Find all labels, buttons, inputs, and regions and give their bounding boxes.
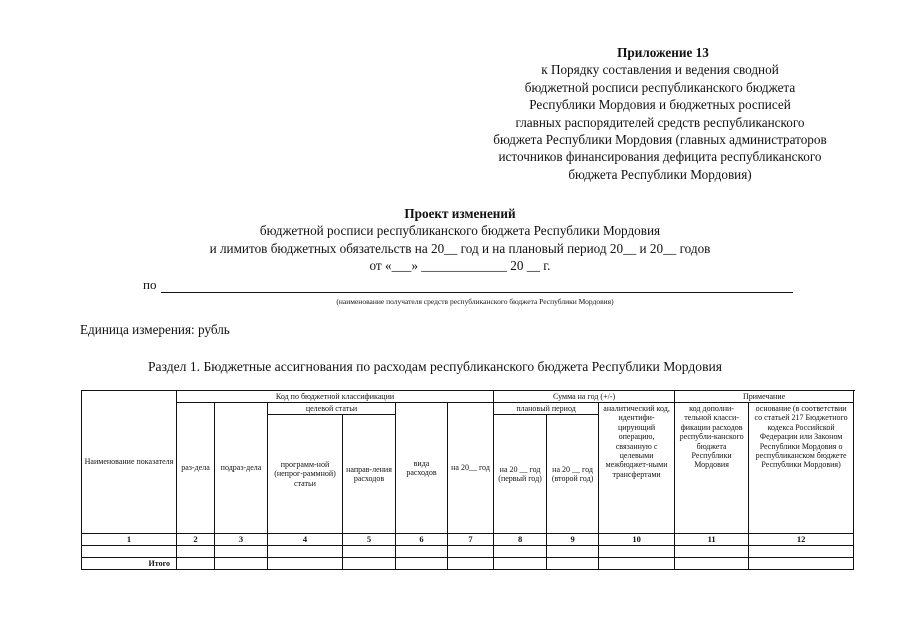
total-label: Итого xyxy=(82,558,177,570)
header-plan2: на 20 __ год (второй год) xyxy=(547,415,599,534)
appendix-title: Приложение 13 xyxy=(617,45,709,60)
total-row xyxy=(82,558,854,570)
heading-line: бюджетной росписи республиканского бюджета Республики Мордовия xyxy=(259,223,661,239)
section-title: Раздел 1. Бюджетные ассигнования по расходам республиканского бюджета Республики Мордовия xyxy=(148,359,723,374)
appendix-line: главных распорядителей средств республиканского xyxy=(515,114,805,130)
appendix-line: источников финансирования дефицита республиканского xyxy=(498,149,822,165)
heading-line: и лимитов бюджетных обязательств на 20__ год и на плановый период 20__ и 20__ годов xyxy=(209,240,711,256)
appendix-line: к Порядку составления и ведения сводной xyxy=(541,62,779,78)
header-code-group: Код по бюджетной классификации xyxy=(177,391,494,403)
column-number: 9 xyxy=(547,534,599,546)
document-heading xyxy=(160,205,760,275)
document-title: Проект изменений xyxy=(404,206,516,221)
appendix-line: Республики Мордовия и бюджетных росписей xyxy=(529,97,791,113)
header-note-group: Примечание xyxy=(675,391,854,403)
header-podrazdel: подраз-дела xyxy=(215,403,268,534)
header-vid: вида расходов xyxy=(396,403,448,534)
recipient-fill-line xyxy=(161,292,793,293)
appendix-line: бюджетной росписи республиканского бюджета xyxy=(524,79,796,95)
header-razdel: раз-дела xyxy=(177,403,215,534)
table-row xyxy=(82,546,854,558)
header-target: целевой статьи xyxy=(268,403,396,415)
column-number: 8 xyxy=(494,534,547,546)
column-number-row xyxy=(82,534,854,546)
column-number: 6 xyxy=(396,534,448,546)
header-year: на 20__ год xyxy=(448,403,494,534)
header-plan1: на 20 __ год (первый год) xyxy=(494,415,547,534)
column-number: 1 xyxy=(82,534,177,546)
column-number: 2 xyxy=(177,534,215,546)
unit-of-measure: Единица измерения: рубль xyxy=(80,322,230,337)
header-name: Наименование показателя xyxy=(82,391,177,534)
header-direction: направ-ления расходов xyxy=(343,415,396,534)
appendix-line: бюджета Республики Мордовия (главных администраторов xyxy=(493,132,827,148)
appendix-block xyxy=(440,44,880,183)
recipient-caption: (наименование получателя средств республиканского бюджета Республики Мордовия) xyxy=(336,297,614,306)
recipient-label: по xyxy=(143,277,157,292)
column-number: 7 xyxy=(448,534,494,546)
header-basis: основание (в соответствии со статьей 217 Бюджетного кодекса Российской Федерации или Законом Республики Мордовия о республиканском бюджете Республики Мордовия) xyxy=(749,403,854,534)
header-extra-code: код дополни-тельной класси-фикации расходов республи-канского бюджета Республики Мордовия xyxy=(675,403,749,534)
column-number: 12 xyxy=(749,534,854,546)
header-sum-group: Сумма на год (+/-) xyxy=(494,391,675,403)
budget-table xyxy=(81,390,854,570)
header-plan-period: плановый период xyxy=(494,403,599,415)
column-number: 5 xyxy=(343,534,396,546)
column-number: 4 xyxy=(268,534,343,546)
column-number: 3 xyxy=(215,534,268,546)
header-analytic: аналитический код, идентифи-цирующий операцию, связанную с целевыми межбюджет-ными трансфертами xyxy=(599,403,675,534)
column-number: 11 xyxy=(675,534,749,546)
header-program: программ-ной (непрог-раммной) статьи xyxy=(268,415,343,534)
date-line: от «___» _____________ 20 __ г. xyxy=(369,258,551,274)
appendix-line: бюджета Республики Мордовия) xyxy=(568,166,752,182)
column-number: 10 xyxy=(599,534,675,546)
